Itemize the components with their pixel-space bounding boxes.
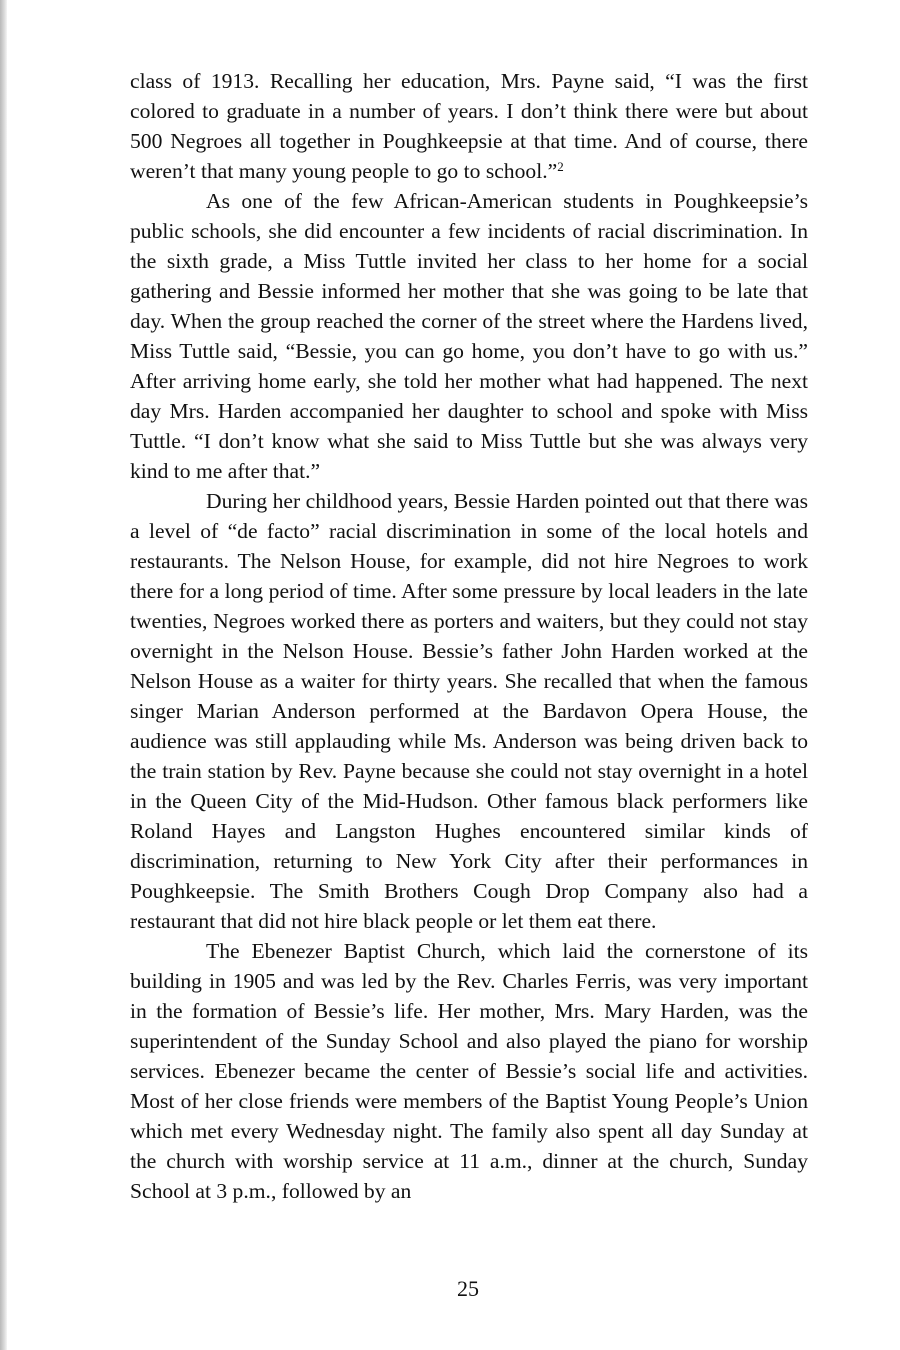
page-binding-edge xyxy=(0,0,7,1350)
paragraph-1-text: class of 1913. Recalling her education, Mrs. Payne said, “I was the first colored to graduate in a number of years. I don’t think there were but about 500 Negroes all together in Poughkeepsie at that time. And of course, there weren’t that many young people to go to school.” xyxy=(130,69,808,183)
footnote-marker: 2 xyxy=(557,159,564,174)
page-number: 25 xyxy=(457,1276,479,1301)
paragraph-1 xyxy=(130,66,808,186)
paragraph-3: During her childhood years, Bessie Harden pointed out that there was a level of “de facto” racial discrimination in some of the local hotels and restaurants. The Nelson House, for example, did not hire Negroes to work there for a long period of time. After some pressure by local leaders in the late twenties, Negroes worked there as porters and waiters, but they could not stay overnight in the Nelson House. Bessie’s father John Harden worked at the Nelson House as a waiter for thirty years. She recalled that when the famous singer Marian Anderson performed at the Bardavon Opera House, the audience was still applauding while Ms. Anderson was being driven back to the train station by Rev. Payne because she could not stay overnight in a hotel in the Queen City of the Mid-Hudson. Other famous black performers like Roland Hayes and Langston Hughes encountered similar kinds of discrimination, returning to New York City after their performances in Poughkeepsie. The Smith Brothers Cough Drop Company also had a restaurant that did not hire black people or let them eat there. xyxy=(130,489,808,933)
body-text xyxy=(130,66,808,1206)
paragraph-2: As one of the few African-American students in Poughkeepsie’s public schools, she did encounter a few incidents of racial discrimination. In the sixth grade, a Miss Tuttle invited her class to her home for a social gathering and Bessie informed her mother that she was going to be late that day. When the group reached the corner of the street where the Hardens lived, Miss Tuttle said, “Bessie, you can go home, you don’t have to go with us.” After arriving home early, she told her mother what had happened. The next day Mrs. Harden accompanied her daughter to school and spoke with Miss Tuttle. “I don’t know what she said to Miss Tuttle but she was always very kind to me after that.” xyxy=(130,189,808,483)
paragraph-4: The Ebenezer Baptist Church, which laid the cornerstone of its building in 1905 and was led by the Rev. Charles Ferris, was very important in the formation of Bessie’s life. Her mother, Mrs. Mary Harden, was the superintendent of the Sunday School and also played the piano for worship services. Ebenezer became the center of Bessie’s social life and activities. Most of her close friends were members of the Baptist Young People’s Union which met every Wednesday night. The family also spent all day Sunday at the church with worship service at 11 a.m., dinner at the church, Sunday School at 3 p.m., followed by an xyxy=(130,939,808,1203)
